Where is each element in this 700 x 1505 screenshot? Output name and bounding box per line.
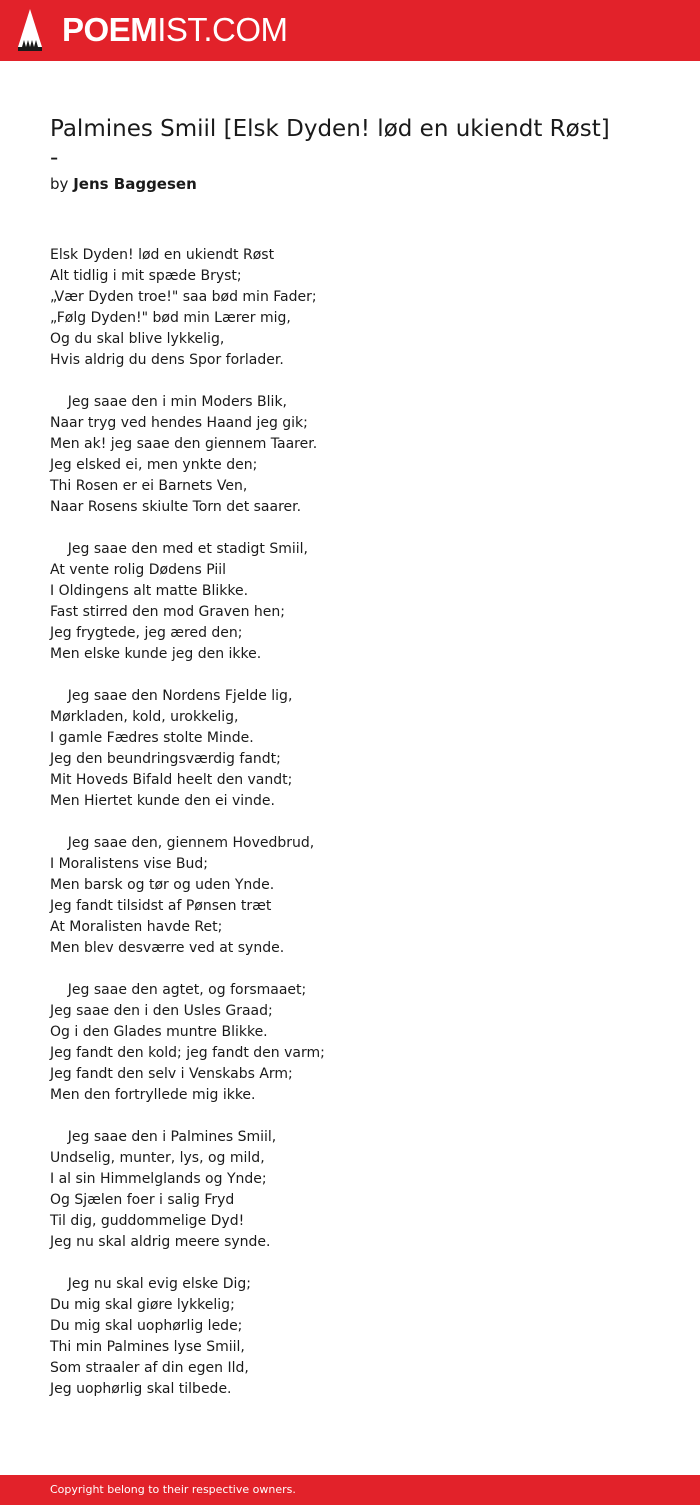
poem-line: Men blev desværre ved at synde. [50, 940, 285, 956]
poem-stanza [50, 686, 650, 812]
poem-line: At Moralisten havde Ret; [50, 919, 223, 935]
poem-line: Jeg saae den i Palmines Smiil, [50, 1129, 277, 1145]
poem-title [50, 115, 650, 173]
poem-stanza [50, 1127, 650, 1253]
poem-line: Du mig skal giøre lykkelig; [50, 1297, 235, 1313]
poem-line: Naar tryg ved hendes Haand jeg gik; [50, 415, 308, 431]
poem-line: Og Sjælen foer i salig Fryd [50, 1192, 235, 1208]
poem-line: At vente rolig Dødens Piil [50, 562, 226, 578]
poem-line: Naar Rosens skiulte Torn det saarer. [50, 499, 302, 515]
poem-line: Og i den Glades muntre Blikke. [50, 1024, 268, 1040]
poem-line: Jeg saae den i min Moders Blik, [50, 394, 287, 410]
poem-line: Jeg saae den, giennem Hovedbrud, [50, 835, 315, 851]
poem-line: Jeg saae den med et stadigt Smiil, [50, 541, 308, 557]
byline [50, 175, 197, 193]
poem-line: I Oldingens alt matte Blikke. [50, 583, 249, 599]
poem-stanza [50, 245, 650, 371]
poem-line: Jeg saae den Nordens Fjelde lig, [50, 688, 293, 704]
poem-line: Jeg nu skal aldrig meere synde. [50, 1234, 271, 1250]
poem-stanza [50, 980, 650, 1106]
poem-line: Thi min Palmines lyse Smiil, [50, 1339, 245, 1355]
poem-line: Du mig skal uophørlig lede; [50, 1318, 243, 1334]
poem-line: Alt tidlig i mit spæde Bryst; [50, 268, 242, 284]
poem-line: Og du skal blive lykkelig, [50, 331, 225, 347]
poem-line: Jeg elsked ei, men ynkte den; [50, 457, 258, 473]
by-label: by [50, 175, 69, 193]
site-logo[interactable] [62, 12, 288, 48]
poem-stanza [50, 1274, 650, 1400]
poem-stanza [50, 539, 650, 665]
site-footer [0, 1475, 700, 1505]
pencil-icon[interactable] [18, 9, 42, 51]
poem-line: Men barsk og tør og uden Ynde. [50, 877, 275, 893]
poem-line: „Følg Dyden!" bød min Lærer mig, [50, 310, 291, 326]
poem-line: „Vær Dyden troe!" saa bød min Fader; [50, 289, 317, 305]
poem-line: Jeg fandt den kold; jeg fandt den varm; [50, 1045, 325, 1061]
poem-line: Jeg uophørlig skal tilbede. [50, 1381, 232, 1397]
poem-line: Som straaler af din egen Ild, [50, 1360, 249, 1376]
poem-title-text: Palmines Smiil [Elsk Dyden! lød en ukiendt Røst] - [50, 116, 610, 171]
poem-line: Jeg saae den i den Usles Graad; [50, 1003, 273, 1019]
poem-line: Fast stirred den mod Graven hen; [50, 604, 286, 620]
poem-line: Mit Hoveds Bifald heelt den vandt; [50, 772, 293, 788]
poem-line: Undselig, munter, lys, og mild, [50, 1150, 265, 1166]
poem-stanza [50, 833, 650, 959]
logo-light-text: IST.COM [157, 11, 288, 48]
poem-line: Jeg frygtede, jeg æred den; [50, 625, 243, 641]
poem-line: Jeg nu skal evig elske Dig; [50, 1276, 252, 1292]
poem-line: Elsk Dyden! lød en ukiendt Røst [50, 247, 275, 263]
poem-line: Jeg fandt den selv i Venskabs Arm; [50, 1066, 293, 1082]
poem-line: Men ak! jeg saae den giennem Taarer. [50, 436, 318, 452]
poem-line: I al sin Himmelglands og Ynde; [50, 1171, 267, 1187]
poem-line: I Moralistens vise Bud; [50, 856, 208, 872]
poem-line: Jeg fandt tilsidst af Pønsen træt [50, 898, 272, 914]
poem-body [50, 245, 650, 1421]
poem-line: Thi Rosen er ei Barnets Ven, [50, 478, 248, 494]
poem-stanza [50, 392, 650, 518]
author-name: Jens Baggesen [73, 175, 197, 193]
logo-bold-text: POEM [62, 11, 158, 48]
poem-line: Hvis aldrig du dens Spor forlader. [50, 352, 284, 368]
copyright-text: Copyright belong to their respective owners. [50, 1483, 296, 1496]
poem-line: Jeg den beundringsværdig fandt; [50, 751, 281, 767]
poem-line: Til dig, guddommelige Dyd! [50, 1213, 245, 1229]
poem-line: Men elske kunde jeg den ikke. [50, 646, 262, 662]
poem-line: Jeg saae den agtet, og forsmaaet; [50, 982, 307, 998]
poem-line: I gamle Fædres stolte Minde. [50, 730, 254, 746]
poem-line: Mørkladen, kold, urokkelig, [50, 709, 239, 725]
poem-line: Men Hiertet kunde den ei vinde. [50, 793, 275, 809]
site-header [0, 0, 700, 61]
poem-line: Men den fortryllede mig ikke. [50, 1087, 256, 1103]
